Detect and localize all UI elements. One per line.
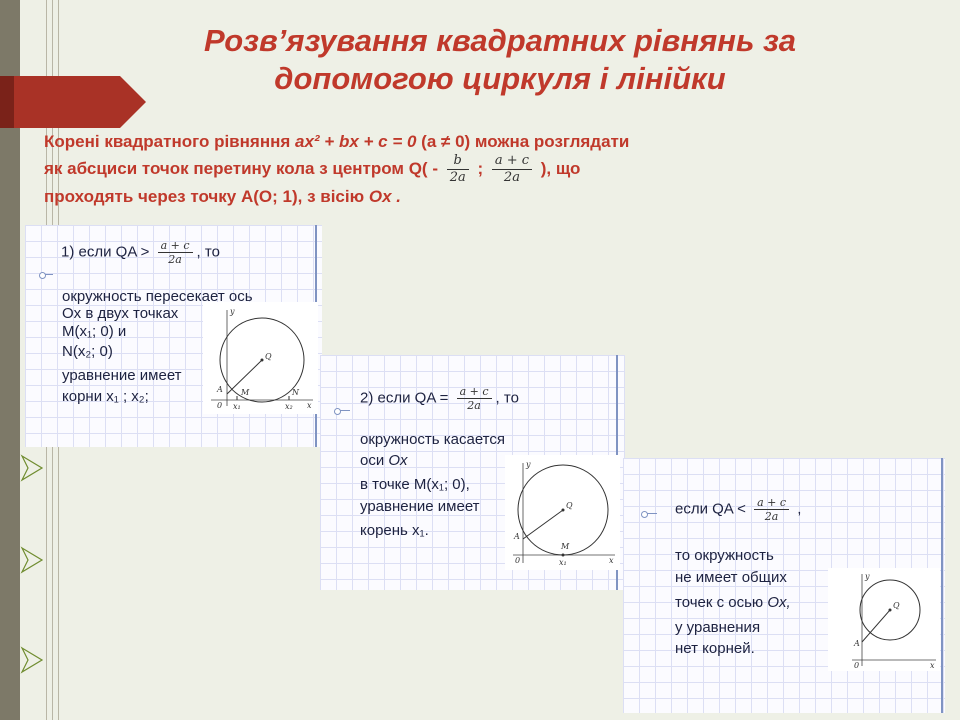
fig-label: y bbox=[865, 572, 870, 581]
case-1-line: окружность пересекает ось bbox=[62, 288, 253, 305]
circle-no-intersection-figure bbox=[828, 568, 940, 671]
separator: ; bbox=[472, 158, 488, 178]
fig-label: A bbox=[854, 639, 860, 648]
fraction: $\frac{a + c}{2a}$ bbox=[457, 385, 492, 412]
fig-label: x bbox=[930, 661, 935, 670]
case-1-line: Ox в двух точках bbox=[62, 305, 179, 322]
fig-label: N bbox=[292, 388, 299, 397]
case-1-condition: 1) если QA > $\frac{a + c}{2a}$ , то bbox=[61, 239, 220, 266]
fig-label: y bbox=[526, 460, 531, 469]
case-3-condition: если QA < $\frac{a + c}{2a}$ , bbox=[675, 496, 802, 523]
case-2-line: в точке M(x₁; 0), bbox=[360, 476, 470, 493]
intro-text: як абсциси точок перетину кола з центром Q( - bbox=[44, 158, 443, 178]
bullet-marker bbox=[643, 513, 657, 514]
equation: ax² + bx + c = 0 bbox=[295, 132, 417, 151]
intro-text: проходять через точку A(O; 1), з вісію bbox=[44, 187, 369, 206]
fig-label: Q bbox=[265, 352, 272, 361]
fig-label: M bbox=[561, 542, 570, 551]
fraction: $\frac{a + c}{2a}$ bbox=[158, 239, 193, 266]
axis-name: Ox . bbox=[368, 187, 401, 206]
case-3-line: нет корней. bbox=[675, 640, 755, 657]
bullet-marker bbox=[336, 410, 350, 411]
fig-label: x₁ bbox=[233, 402, 241, 411]
case-2-line: окружность касается bbox=[360, 431, 506, 448]
fig-label: A bbox=[217, 385, 223, 394]
case-2-line: уравнение имеет bbox=[360, 498, 480, 515]
fig-label: x₂ bbox=[285, 402, 293, 411]
bullet-marker bbox=[41, 274, 53, 275]
case-2-line: оси Ox bbox=[360, 452, 408, 469]
intro-text: ), що bbox=[536, 158, 581, 178]
case-1-line: M(x₁; 0) и bbox=[62, 323, 127, 340]
title-line-2: допомогою циркуля і лінійки bbox=[274, 61, 726, 96]
fig-label: y bbox=[230, 307, 235, 316]
fig-label: A bbox=[514, 532, 520, 541]
case-2-condition: 2) если QA = $\frac{a + c}{2a}$ , то bbox=[360, 385, 519, 412]
intro-text: Корені квадратного рівняння bbox=[44, 132, 295, 151]
title-line-1: Розв’язування квадратних рівнянь за bbox=[203, 23, 797, 58]
margin-line bbox=[941, 458, 943, 713]
case-2-line: корень x₁. bbox=[360, 522, 429, 539]
fig-label: Q bbox=[893, 601, 900, 610]
case-1-line: корни x₁ ; x₂; bbox=[62, 388, 149, 405]
page-title bbox=[100, 22, 900, 98]
fig-label: x bbox=[307, 401, 312, 410]
circle-tangent-figure bbox=[505, 455, 620, 570]
fraction: $\frac{a + c}{2a}$ bbox=[754, 496, 789, 523]
intro-paragraph bbox=[44, 131, 934, 208]
decorative-arrows bbox=[20, 450, 60, 710]
fig-label: 0 bbox=[854, 661, 860, 670]
fig-label: 0 bbox=[515, 556, 521, 565]
fig-label: 0 bbox=[217, 401, 223, 410]
case-3-line: у уравнения bbox=[675, 619, 761, 636]
intro-condition: (a ≠ 0) можна розглядати bbox=[416, 132, 630, 151]
fig-label: x₁ bbox=[559, 558, 567, 567]
case-3-line: то окружность bbox=[675, 547, 774, 564]
case-1-line: уравнение имеет bbox=[62, 367, 182, 384]
case-1-line: N(x₂; 0) bbox=[62, 343, 113, 360]
case-3-line: точек с осью Ox, bbox=[675, 594, 791, 611]
fig-label: Q bbox=[566, 501, 573, 510]
fig-label: M bbox=[241, 388, 250, 397]
fraction-b-2a: $\frac{b}{2a}$ bbox=[447, 153, 469, 186]
circle-two-intersections-figure bbox=[203, 302, 318, 414]
fraction-ac-2a: $\frac{a + c}{2a}$ bbox=[492, 153, 532, 186]
case-3-line: не имеет общих bbox=[675, 569, 787, 586]
fig-label: x bbox=[609, 556, 614, 565]
